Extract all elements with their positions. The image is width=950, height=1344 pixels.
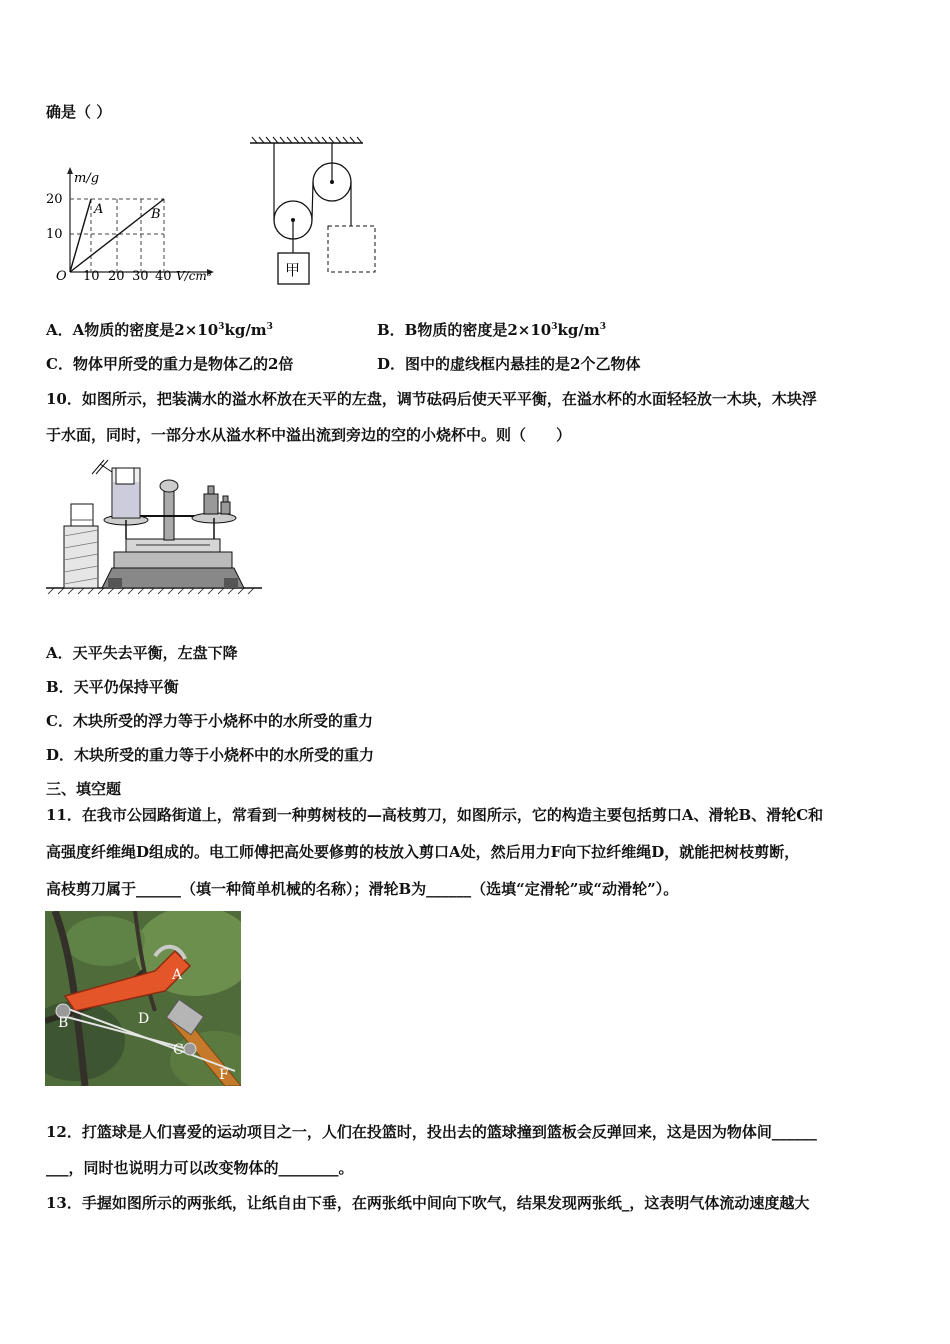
dashed-box [328,226,375,272]
graph-x-unit: V/cm³ [176,269,212,283]
q10-option-a: A．天平失去平衡，左盘下降 [46,644,238,662]
graph-line-a [70,199,91,272]
section-title: 三、填空题 [46,780,122,798]
q10-option-d: D．木块所受的重力等于小烧杯中的水所受的重力 [46,746,375,764]
q9-option-a: A．A物质的密度是$2\times 10^3kg/m^3$ [46,321,273,339]
graph-x-tick-10: 10 [83,269,100,284]
q10-option-b: B．天平仍保持平衡 [46,678,179,696]
balance-diagram [44,456,264,596]
q11-line3: 高枝剪刀属于______（填一种简单机械的名称）；滑轮B为______（选填“定滑轮”或“动滑轮”）。 [46,880,679,898]
graph-y-tick-10: 10 [46,227,63,242]
block-jia-label: 甲 [285,261,301,279]
photo-label-a: A [172,967,183,983]
graph-label-b: B [151,207,161,222]
photo-label-b: B [58,1015,69,1031]
graph-y-tick-20: 20 [46,192,63,207]
photo-label-d: D [138,1011,150,1027]
q10-stem-line1: 10．如图所示，把装满水的溢水杯放在天平的左盘，调节砝码后使天平平衡，在溢水杯的水面轻轻放一木块，木块浮 [46,390,817,408]
q11-line1: 11．在我市公园路街道上，常看到一种剪树枝的—高枝剪刀，如图所示，它的构造主要包括剪口A、滑轮B、滑轮C和 [46,806,824,824]
graph-y-unit: m/g [74,171,100,186]
pruning-shears-photo [45,911,241,1086]
graph-x-tick-40: 40 [155,269,172,284]
q12-line2: ___，同时也说明力可以改变物体的________。 [46,1159,354,1177]
graph-label-a: A [94,202,104,217]
q10-stem-line2: 于水面，同时，一部分水从溢水杯中溢出流到旁边的空的小烧杯中。则（ ） [46,426,572,444]
photo-label-f: F [219,1067,229,1083]
mass-volume-graph [44,162,224,284]
graph-origin: O [56,269,67,284]
q12-line1: 12．打篮球是人们喜爱的运动项目之一，人们在投篮时，投出去的篮球撞到篮板会反弹回来，这是因为物体间______ [46,1123,817,1141]
graph-x-tick-20: 20 [108,269,125,284]
q9-stem-tail: 确是（ ） [46,103,112,121]
photo-label-c: C [173,1042,184,1058]
q9-option-b: B．B物质的密度是$2\times 10^3kg/m^3$ [377,321,607,339]
q9-option-c: C．物体甲所受的重力是物体乙的2倍 [46,355,294,373]
q9-option-d: D．图中的虚线框内悬挂的是2个乙物体 [377,355,641,373]
q13-line1: 13．手握如图所示的两张纸，让纸自由下垂，在两张纸中间向下吹气，结果发现两张纸_，这表明气体流动速度越大 [46,1194,810,1212]
pulley-diagram [245,134,385,289]
q11-line2: 高强度纤维绳D组成的。电工师傅把高处要修剪的枝放入剪口A处，然后用力F向下拉纤维绳D，就能把树枝剪断， [46,843,800,861]
q10-option-c: C．木块所受的浮力等于小烧杯中的水所受的重力 [46,712,373,730]
graph-x-tick-30: 30 [132,269,149,284]
